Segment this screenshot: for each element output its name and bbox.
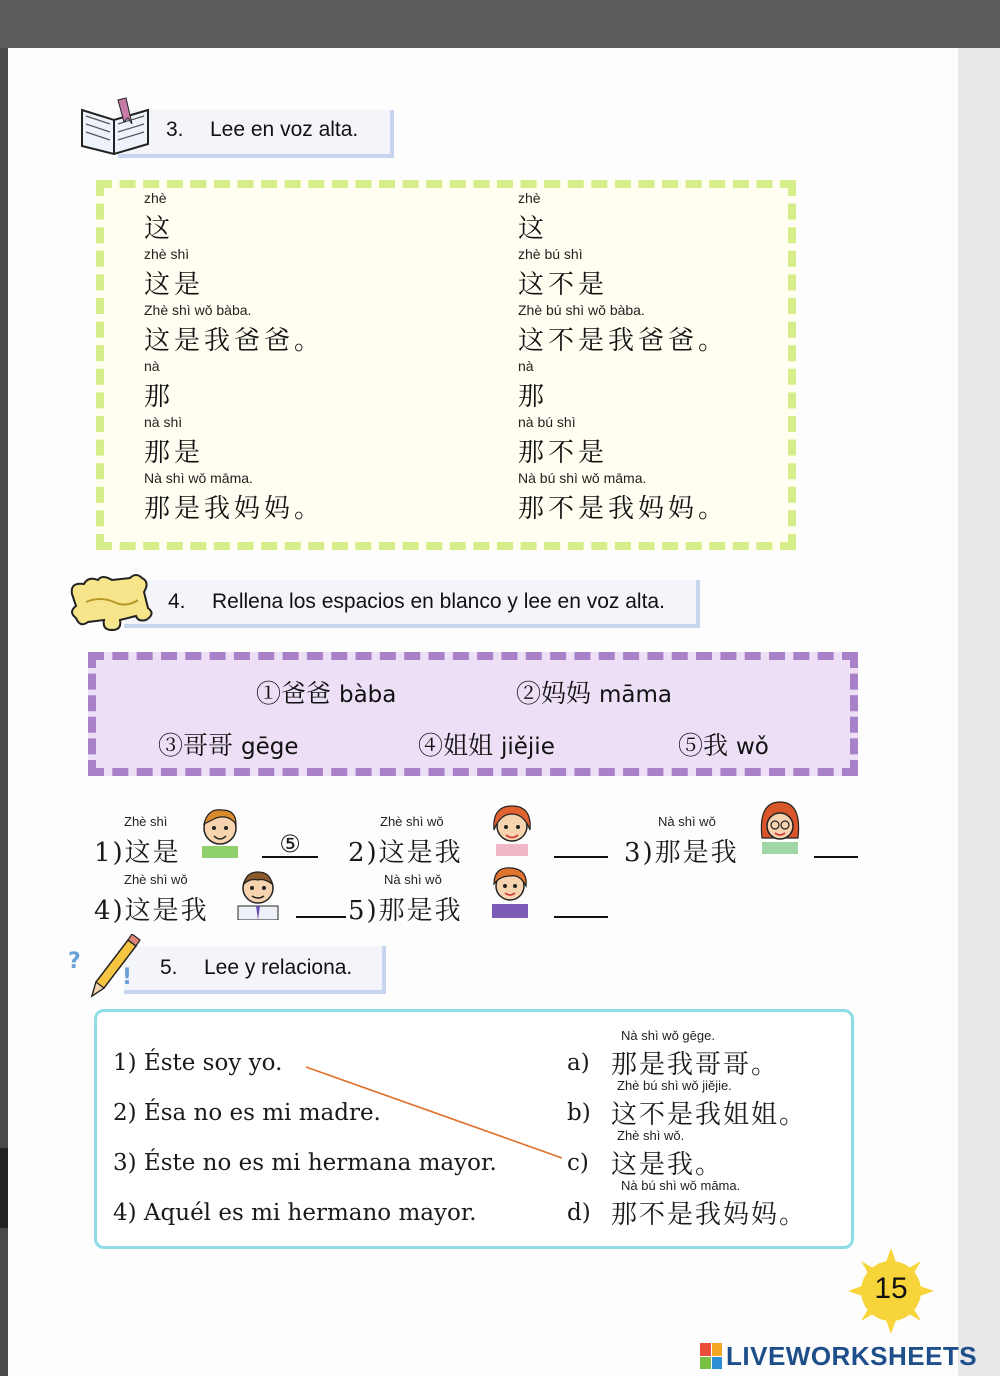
hanzi-line: 这不是 [518,270,609,300]
pinyin-line: nà [144,358,160,374]
hanzi-line: 那不是 [518,438,609,468]
fill-sentence: 2)这是我 [348,838,463,868]
pinyin-line: zhè shì [144,246,190,262]
spanish-sentence-2[interactable]: 2) Ésa no es mi madre. [113,1100,381,1126]
hanzi-line: 那不是我妈妈。 [518,494,729,524]
hanzi-line: 这 [518,214,549,244]
hanzi-line: 这 [144,214,175,244]
svg-text:!: ! [122,965,133,990]
pinyin-line: zhè bú shì [518,246,583,262]
matching-box: 1) Éste soy yo. 2) Ésa no es mi madre. 3) Éste no es mi hermana mayor. 4) Aquél es mi hermano mayor. a) Nà shì wǒ gēge. 那是我哥哥。 b) Zhè bú shì wǒ jiějie. 这不是我姐姐。 c) Zhè shì wǒ. 这是我。 d) Nà bú shì wǒ māma. 那不是我妈妈。 [94,1009,854,1249]
exercise-5-number: 5. [160,956,178,979]
exercise-5-title: Lee y relaciona. [204,956,353,979]
fill-sentence: 3)那是我 [624,838,739,868]
answer-blank-1[interactable]: ⑤ [262,830,318,858]
exercise-3-title: Lee en voz alta. [210,118,359,141]
hanzi-line: 这是我爸爸。 [144,326,325,356]
fill-sentence: 5)那是我 [348,896,463,926]
pinyin-line: nà [518,358,534,374]
logo-badge-icon [700,1343,722,1369]
pinyin-line: Zhè shì wǒ [380,814,444,829]
pinyin-line: nà shì [144,414,183,430]
hanzi-line: 这不是我爸爸。 [518,326,729,356]
spanish-sentence-1[interactable]: 1) Éste soy yo. [113,1050,283,1076]
pinyin-line: Nà shì wǒ māma. [144,470,253,486]
pinyin-line: zhè [518,190,541,206]
hanzi-line: 那 [144,382,175,412]
fill-sentence: 4)这是我 [94,896,209,926]
exercise-4-title: Rellena los espacios en blanco y lee en voz alta. [212,590,665,613]
word-option-5: ⑤我 wǒ [678,731,769,760]
exercise-3-number: 3. [166,118,184,141]
pinyin-line: Zhè shì [124,814,168,829]
option-label-a: a) [567,1050,590,1076]
pinyin-line: Zhè shì wǒ [124,872,188,887]
liveworksheets-logo [700,1340,977,1372]
word-option-4: ④姐姐 jiějie [418,731,555,760]
spanish-sentence-4[interactable]: 4) Aquél es mi hermano mayor. [113,1200,477,1226]
pinyin-line: Nà shì wǒ [384,872,442,887]
svg-text:?: ? [68,949,81,974]
pinyin-line: Nà bú shì wǒ māma. [518,470,647,486]
option-label-b: b) [567,1100,591,1126]
fill-sentence: 1)这是 [94,838,181,868]
hanzi-line: 那是 [144,438,205,468]
word-option-3: ③哥哥 gēge [158,731,299,760]
pinyin-line: zhè [144,190,167,206]
option-label-c: c) [567,1150,589,1176]
pinyin-line: Zhè shì wǒ bàba. [144,302,252,318]
hanzi-line: 那是我妈妈。 [144,494,325,524]
hanzi-line: 那 [518,382,549,412]
word-option-1: ①爸爸 bàba [256,679,397,708]
brand-name: LIVEWORKSHEETS [726,1340,978,1371]
hanzi-line: 这是 [144,270,205,300]
pinyin-line: nà bú shì [518,414,576,430]
spanish-sentence-3[interactable]: 3) Éste no es mi hermana mayor. [113,1150,497,1176]
exercise-4-number: 4. [168,590,186,613]
pinyin-line: Zhè bú shì wǒ bàba. [518,302,645,318]
page-number: 15 [874,1272,908,1305]
word-option-2: ②妈妈 māma [516,679,672,708]
pinyin-line: Nà shì wǒ [658,814,716,829]
option-label-d: d) [567,1200,591,1226]
